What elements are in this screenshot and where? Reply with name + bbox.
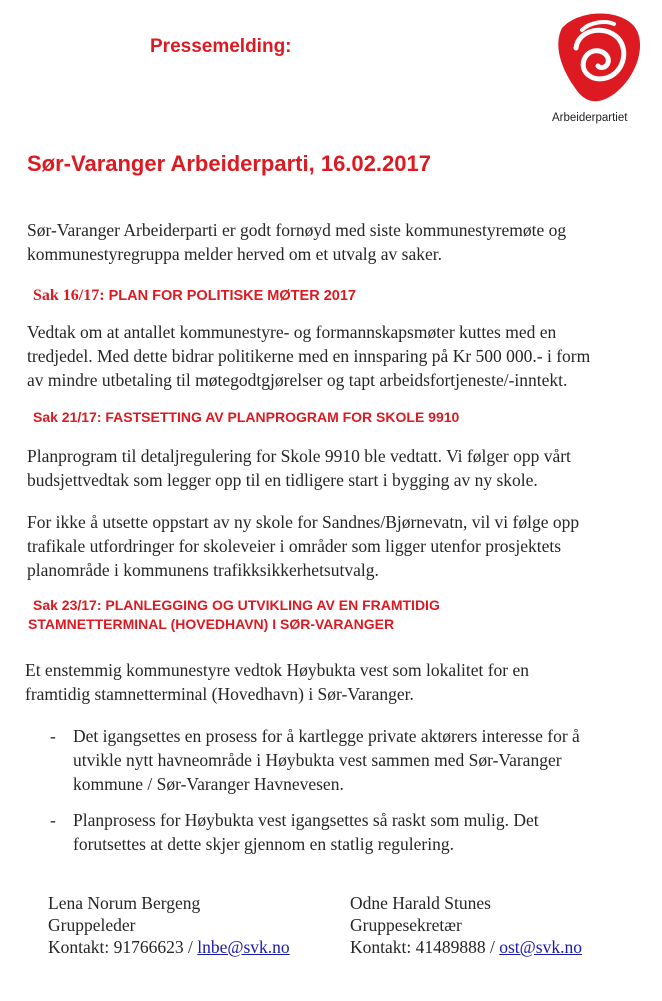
email-link[interactable]: ost@svk.no [499, 937, 582, 957]
text-line: av mindre utbetaling til møtegodtgjørelser og tapt arbeidsfortjeneste/-inntekt. [27, 370, 568, 390]
case-number: Sak 23/17: [33, 597, 102, 613]
bullet-dash: - [50, 726, 56, 746]
signature-right [350, 892, 582, 958]
text-line: planområde i kommunens trafikksikkerhetsutvalg. [27, 560, 379, 580]
case-number: Sak 21/17: [33, 409, 102, 425]
case-title-line-2: STAMNETTERMINAL (HOVEDHAVN) I SØR-VARANGER [28, 616, 395, 632]
rose-logo-icon [548, 8, 644, 104]
section-heading-16 [33, 286, 356, 306]
text-line: Vedtak om at antallet kommunestyre- og formannskapsmøter kuttes med en [27, 322, 557, 342]
text-line: Planprogram til detaljregulering for Skole 9910 ble vedtatt. Vi følger opp vårt [27, 446, 571, 466]
section-heading-21 [33, 408, 459, 427]
case-title: FASTSETTING AV PLANPROGRAM FOR SKOLE 9910 [105, 409, 460, 425]
section-16-paragraph [27, 320, 590, 392]
signature-role: Gruppesekretær [350, 915, 462, 935]
text-line: forutsettes at dette skjer gjennom en statlig regulering. [73, 834, 455, 854]
text-line: framtidig stamnetterminal (Hovedhavn) i Sør-Varanger. [25, 684, 414, 704]
signature-left [48, 892, 290, 958]
text-line: Det igangsettes en prosess for å kartlegge private aktørers interesse for å [73, 726, 580, 746]
text-line: tredjedel. Med dette bidrar politikerne med en innsparing på Kr 500 000.- i form [27, 346, 591, 366]
intro-paragraph [27, 218, 566, 266]
signature-name: Odne Harald Stunes [350, 893, 491, 913]
text-line: Planprosess for Høybukta vest igangsettes så raskt som mulig. Det [73, 810, 539, 830]
text-line: trafikale utfordringer for skoleveier i områder som ligger utenfor prosjektets [27, 536, 562, 556]
text-line: For ikke å utsette oppstart av ny skole for Sandnes/Bjørnevatn, vil vi følge opp [27, 512, 580, 532]
bullet-dash: - [50, 810, 56, 830]
text-line: Sør-Varanger Arbeiderparti er godt fornøyd med siste kommunestyremøte og [27, 220, 567, 240]
section-21-paragraph-1 [27, 444, 571, 492]
case-title: PLAN FOR POLITISKE MØTER 2017 [108, 288, 356, 304]
email-link[interactable]: lnbe@svk.no [197, 937, 290, 957]
case-number: Sak 16/17: [33, 287, 105, 304]
signature-role: Gruppeleder [48, 915, 136, 935]
text-line: kommune / Sør-Varanger Havnevesen. [73, 774, 344, 794]
section-heading-23 [28, 596, 440, 634]
section-23-paragraph [25, 658, 529, 706]
text-line: kommunestyregruppa melder herved om et utvalg av saker. [27, 244, 443, 264]
section-21-paragraph-2 [27, 510, 579, 582]
signature-name: Lena Norum Bergeng [48, 893, 201, 913]
signature-contact: Kontakt: 41489888 / [350, 937, 500, 957]
bullet-item [50, 808, 620, 856]
bullet-item [50, 724, 620, 796]
text-line: budsjettvedtak som legger opp til en tidligere start i bygging av ny skole. [27, 470, 538, 490]
press-release-label: Pressemelding: [150, 36, 292, 57]
case-title: PLANLEGGING OG UTVIKLING AV EN FRAMTIDIG [105, 597, 440, 613]
text-line: utvikle nytt havneområde i Høybukta vest sammen med Sør-Varanger [73, 750, 562, 770]
logo-text: Arbeiderpartiet [552, 112, 628, 124]
text-line: Et enstemmig kommunestyre vedtok Høybukta vest som lokalitet for en [25, 660, 530, 680]
signature-contact: Kontakt: 91766623 / [48, 937, 198, 957]
page-title: Sør-Varanger Arbeiderparti, 16.02.2017 [27, 151, 431, 176]
